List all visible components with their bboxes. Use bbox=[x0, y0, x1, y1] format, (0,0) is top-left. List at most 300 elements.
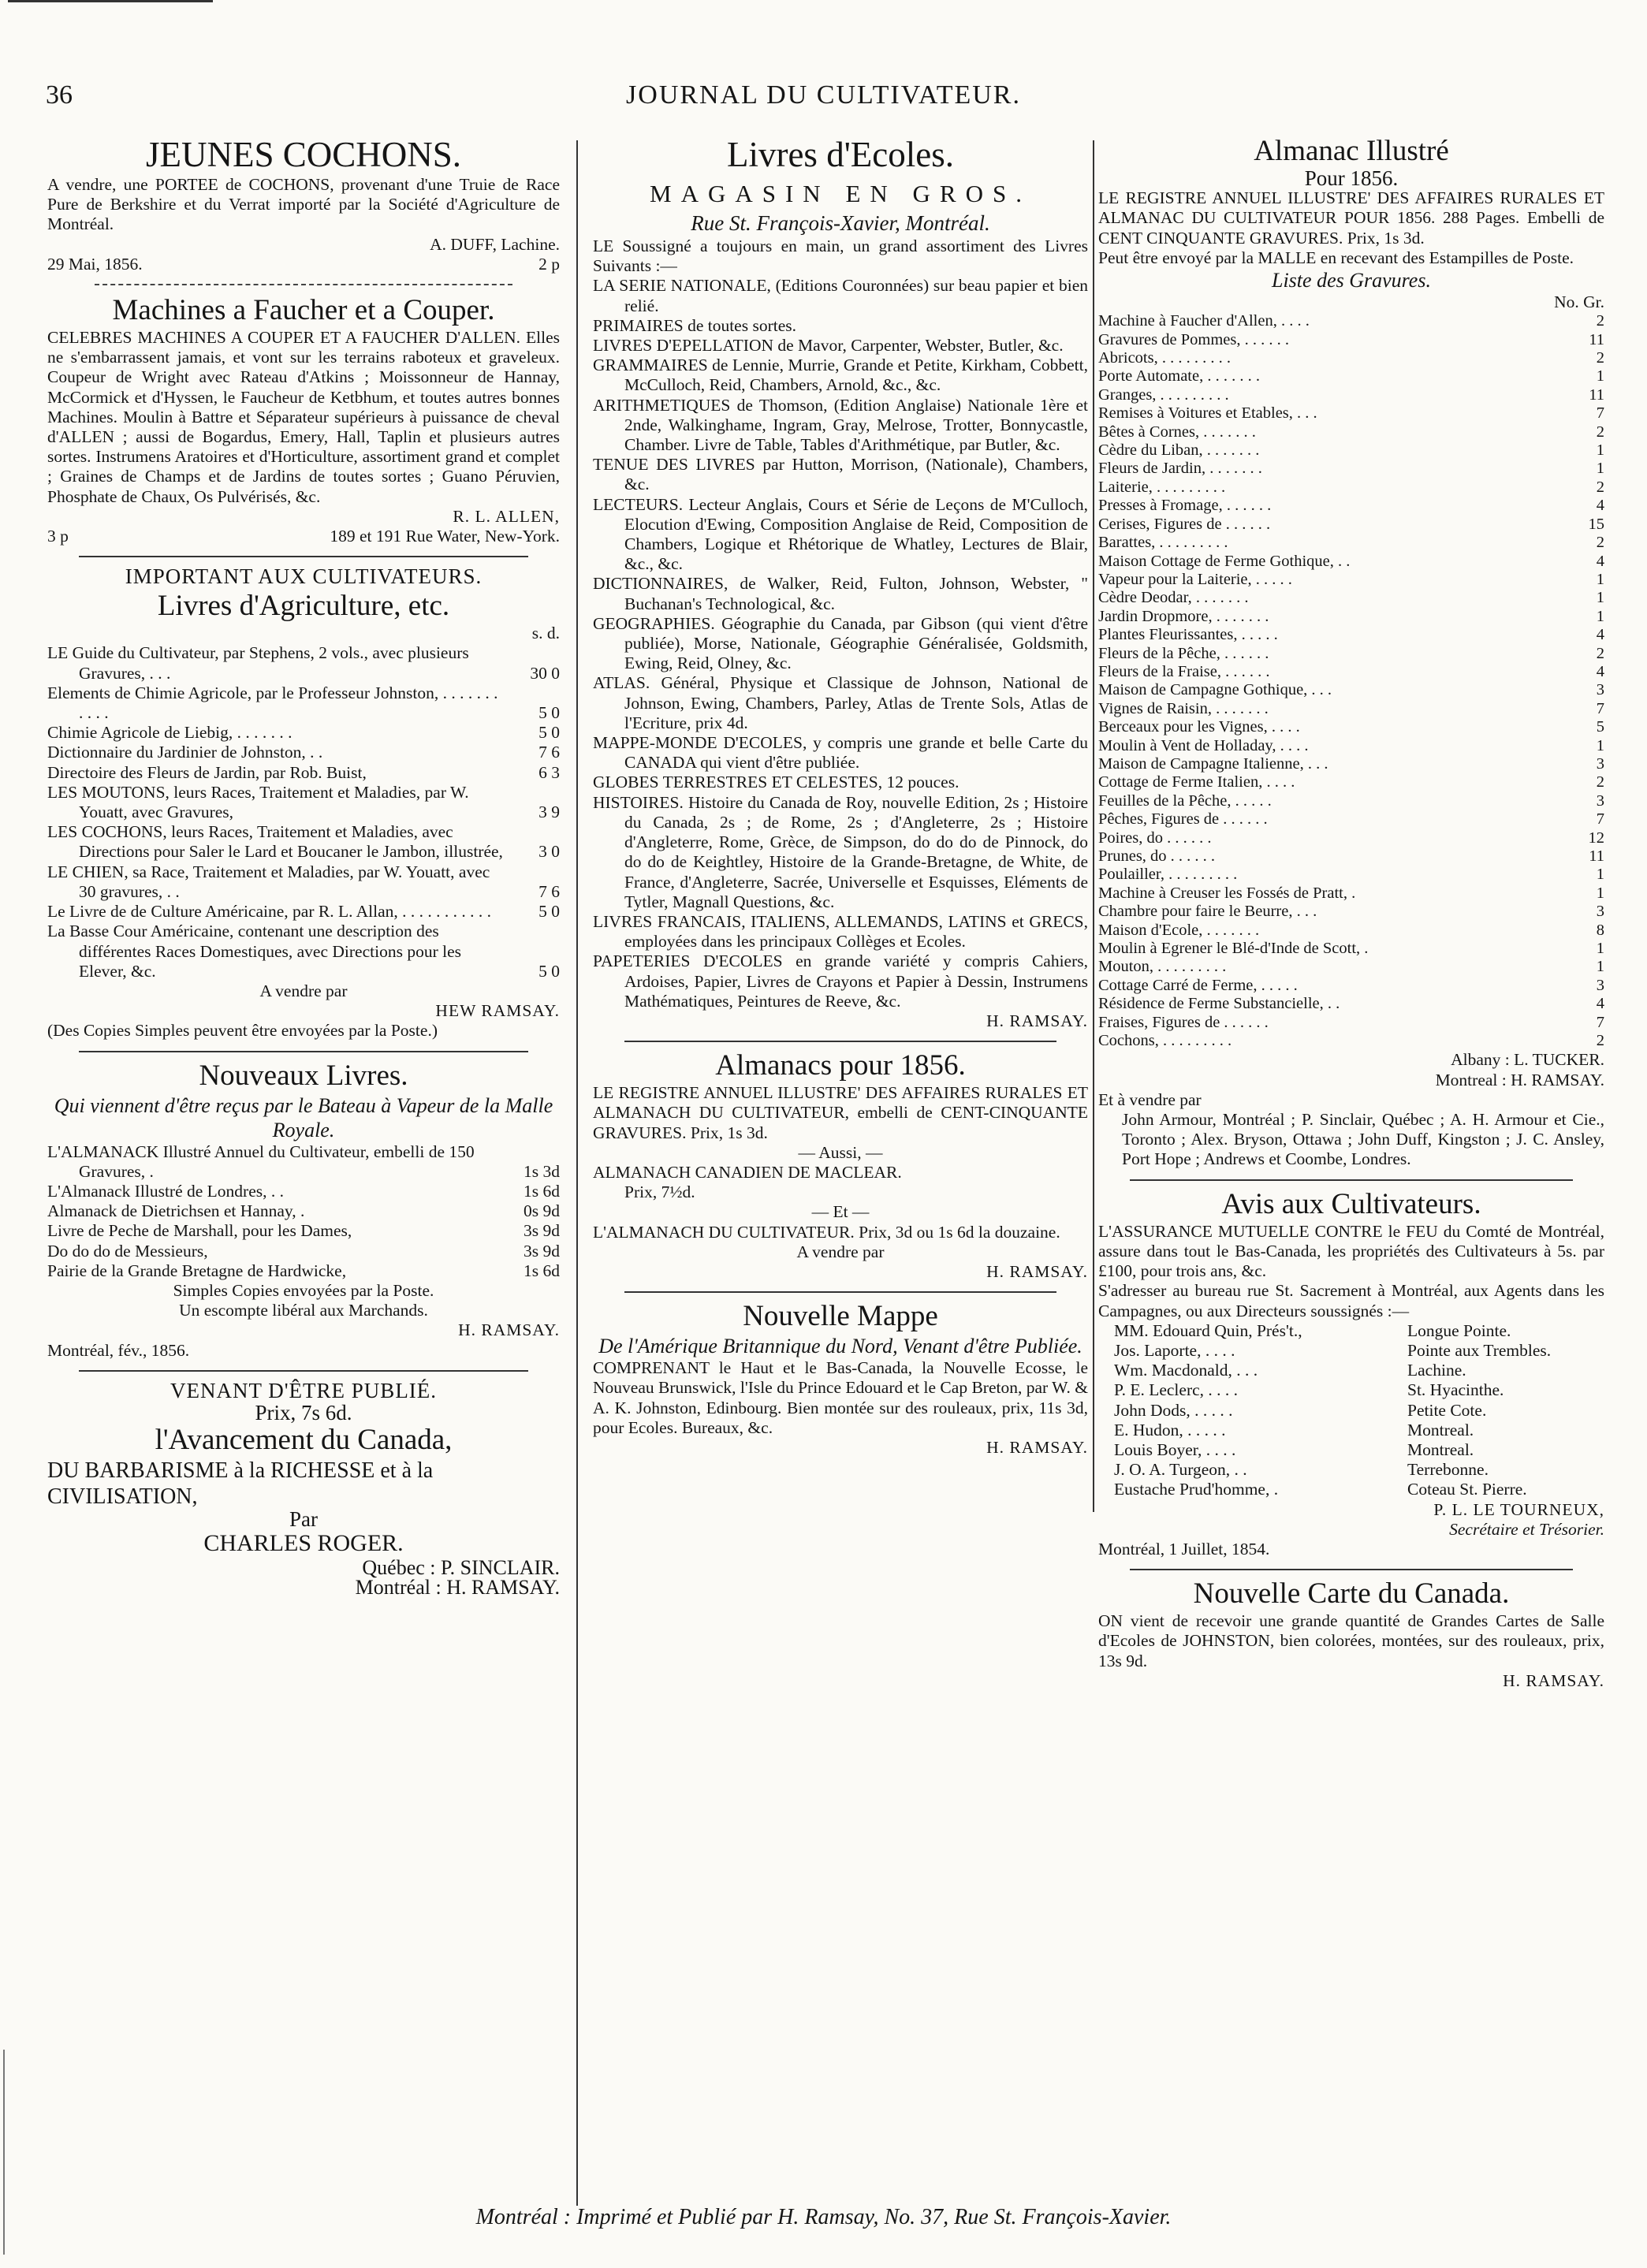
item-price: 6 3 bbox=[538, 762, 560, 782]
item-text: L'Almanack Illustré de Londres, . . bbox=[47, 1181, 285, 1201]
gravure-name: Presses à Fromage, . . . . . . bbox=[1098, 497, 1272, 515]
ad-note: Simples Copies envoyées par la Poste. bbox=[173, 1280, 434, 1300]
director-place: Terrebonne. bbox=[1407, 1460, 1489, 1480]
gravure-name: Poulailler, . . . . . . . . . bbox=[1098, 866, 1238, 884]
item-price: 7 6 bbox=[538, 743, 560, 762]
list-item bbox=[1098, 404, 1604, 423]
gravure-name: Machine à Creuser les Fossés de Pratt, . bbox=[1098, 884, 1356, 902]
gravure-count: 2 bbox=[1596, 423, 1604, 441]
gravure-count: 5 bbox=[1596, 718, 1604, 736]
agent-quebec: Québec : P. SINCLAIR. bbox=[362, 1556, 560, 1580]
ad-title: l'Avancement du Canada, bbox=[155, 1423, 453, 1456]
gravure-count: 11 bbox=[1589, 385, 1604, 404]
director-name: P. E. Leclerc, . . . . bbox=[1114, 1380, 1239, 1400]
item-text: Do do do de Messieurs, bbox=[47, 1241, 208, 1261]
director-place: Coteau St. Pierre. bbox=[1407, 1480, 1527, 1499]
ad-signature: H. RAMSAY. bbox=[986, 1011, 1088, 1030]
item-price: 3 0 bbox=[538, 842, 560, 862]
list-item: HISTOIRES. Histoire du Canada de Roy, nouvelle Edition, 2s ; Histoire du Canada, 2s ; de Rome, 2s ; d'Angleterre, 2s ; Histoire d'Angleterre, Rome, Grèce, de Simpson, do do do de Pinnock, do do do de Keightley, Histoire de la Grande-Bretagne, de White, de France, d'Angleterre, Sacrée, Universelle et Esquisses, Eléments de Tytler, Magnall Questions, &c. bbox=[593, 792, 1088, 911]
list-item bbox=[1098, 829, 1604, 847]
book-list bbox=[47, 643, 560, 981]
gravure-name: Fraises, Figures de . . . . . . bbox=[1098, 1013, 1269, 1031]
list-item bbox=[1098, 1014, 1604, 1032]
list-item bbox=[1098, 681, 1604, 699]
agent-albany: Albany : L. TUCKER. bbox=[1451, 1050, 1604, 1070]
list-item bbox=[47, 763, 560, 783]
ad-title: Nouveaux Livres. bbox=[199, 1059, 408, 1092]
list-item: PRIMAIRES de toutes sortes. bbox=[593, 315, 796, 335]
gravure-count: 1 bbox=[1596, 570, 1604, 588]
gravure-name: Maison d'Ecole, . . . . . . . bbox=[1098, 921, 1260, 939]
list-item bbox=[1098, 737, 1604, 755]
list-item bbox=[1098, 995, 1604, 1013]
director-name: J. O. A. Turgeon, . . bbox=[1114, 1460, 1247, 1480]
ad-title: Machines a Faucher et a Couper. bbox=[112, 294, 495, 327]
gravure-name: Maison de Campagne Gothique, . . . bbox=[1098, 681, 1332, 699]
column-left bbox=[47, 134, 560, 1607]
gravure-count: 3 bbox=[1596, 791, 1604, 810]
item-price: 5 0 bbox=[538, 902, 560, 922]
par-label: Par bbox=[289, 1506, 318, 1531]
gravure-name: Cochons, . . . . . . . . . bbox=[1098, 1032, 1232, 1050]
item-text: Dictionnaire du Jardinier de Johnston, . . bbox=[47, 743, 323, 762]
directors-list bbox=[1098, 1321, 1604, 1500]
ad-text: LE REGISTRE ANNUEL ILLUSTRE' DES AFFAIRES RURALES ET ALMANACH DU CULTIVATEUR, embelli de CENT-CINQUANTE GRAVURES. Prix, 1s 3d. bbox=[593, 1083, 1088, 1142]
gravure-count: 1 bbox=[1596, 441, 1604, 460]
book-list bbox=[593, 276, 1088, 1011]
list-item bbox=[47, 1201, 560, 1221]
ad-signature: R. L. ALLEN, bbox=[453, 506, 560, 526]
director-place: Lachine. bbox=[1407, 1361, 1466, 1380]
list-item bbox=[1098, 884, 1604, 903]
ad-text: S'adresser au bureau rue St. Sacrement à Montréal, aux Agents dans les Campagnes, ou aux Directeurs soussignés :— bbox=[1098, 1281, 1604, 1320]
gravure-count: 12 bbox=[1588, 829, 1604, 847]
item-text: LE CHIEN, sa Race, Traitement et Maladies, par W. Youatt, avec 30 gravures, . . bbox=[47, 862, 490, 901]
item-text: LE Guide du Cultivateur, par Stephens, 2 vols., avec plusieurs Gravures, . . . bbox=[47, 643, 469, 683]
ad-address: 189 et 191 Rue Water, New-York. bbox=[330, 527, 560, 546]
ad-title: JEUNES COCHONS. bbox=[145, 135, 462, 174]
list-item: ARITHMETIQUES de Thomson, (Edition Anglaise) Nationale 1ère et 2nde, Walkinghame, Ingram, Gray, Melrose, Trotter, Bonnycastle, Chamber. Livre de Table, Tables d'Arithmétique, par Butler, &c. bbox=[593, 395, 1088, 455]
divider bbox=[79, 1051, 528, 1052]
gravure-name: Poires, do . . . . . . bbox=[1098, 829, 1212, 847]
item-price: 7 6 bbox=[538, 881, 560, 901]
gravure-count: 1 bbox=[1596, 866, 1604, 884]
list-item bbox=[1098, 1421, 1604, 1440]
gravure-name: Granges, . . . . . . . . . bbox=[1098, 385, 1229, 404]
ad-subtitle: De l'Amérique Britannique du Nord, Venant d'être Publiée. bbox=[598, 1335, 1082, 1358]
gravure-count: 2 bbox=[1596, 534, 1604, 552]
list-item: GEOGRAPHIES. Géographie du Canada, par Gibson (qui vient d'être publiée), Morse, Nationale, Géographie Généralisée, Goldsmith, Ewing, Reid, Olney, &c. bbox=[593, 613, 1088, 673]
gravure-name: Porte Automate, . . . . . . . bbox=[1098, 367, 1260, 385]
ad-title: Nouvelle Mappe bbox=[743, 1300, 938, 1333]
list-item bbox=[1098, 1460, 1604, 1480]
list-item bbox=[1098, 792, 1604, 810]
top-rule bbox=[8, 0, 213, 7]
ad-machines bbox=[47, 293, 560, 546]
gravure-count: 7 bbox=[1596, 810, 1604, 829]
list-item bbox=[1098, 1480, 1604, 1499]
ad-note: Un escompte libéral aux Marchands. bbox=[179, 1301, 428, 1320]
column-right bbox=[1098, 134, 1604, 1700]
gravure-count: 2 bbox=[1596, 349, 1604, 367]
gravure-name: Berceaux pour les Vignes, . . . . bbox=[1098, 718, 1300, 736]
gravure-name: Plantes Fleurissantes, . . . . . bbox=[1098, 626, 1278, 644]
director-place: Montreal. bbox=[1407, 1420, 1474, 1439]
gravure-name: Chambre pour faire le Beurre, . . . bbox=[1098, 903, 1317, 921]
divider bbox=[79, 1370, 528, 1372]
ad-title: Livres d'Ecoles. bbox=[726, 135, 955, 174]
gravure-count: 2 bbox=[1596, 478, 1604, 496]
currency-header: s. d. bbox=[531, 624, 560, 643]
ad-notice: VENANT D'ÊTRE PUBLIÉ. bbox=[170, 1378, 438, 1402]
ad-almanac-illustre bbox=[1098, 134, 1604, 1170]
list-item: PAPETERIES D'ECOLES en grande variété y compris Cahiers, Ardoises, Papier, Livres de Crayons et Papier à Dessin, Instrumens Mathématiques, Peintures de Reeve, &c. bbox=[593, 952, 1088, 1011]
list-item bbox=[1098, 553, 1604, 571]
gravures-header: No. Gr. bbox=[1554, 292, 1604, 312]
list-item bbox=[1098, 663, 1604, 681]
ad-title: Almanac Illustré bbox=[1254, 135, 1449, 167]
list-item bbox=[47, 922, 560, 981]
list-item bbox=[1098, 903, 1604, 921]
ad-subtitle: Qui viennent d'être reçus par le Bateau à Vapeur de la Malle Royale. bbox=[54, 1093, 553, 1141]
gravure-count: 1 bbox=[1596, 460, 1604, 478]
list-item bbox=[1098, 940, 1604, 958]
ad-text: ON vient de recevoir une grande quantité de Grandes Cartes de Salle d'Ecoles de JOHNSTON, bien colorées, montées, sur des rouleaux, prix, 13s 9d. bbox=[1098, 1611, 1604, 1670]
ad-text: CELEBRES MACHINES A COUPER ET A FAUCHER D'ALLEN. Elles ne s'embarrassent jamais, et vont sur les terrains raboteux et graveleux. Coupeur de Wright avec Rateau d'Atkins ; Moissonneur de Hannay, McCormick et d'Hyssen, le Faucheur de Ketbhum, et toutes autres bonnes Machines. Moulin à Battre et Séparateur supérieurs à puissance de cheval d'ALLEN ; aussi de Bogardus, Emery, Hall, Taplin et plusieurs autres sortes. Instrumens Aratoires et d'Horticulture, assortiment grand et complet ; Graines de Champs et de Jardins de toutes sortes ; Guano Péruvien, Phosphate de Chaux, Os Pulvérisés, &c. bbox=[47, 328, 560, 506]
gravure-name: Cottage Carré de Ferme, . . . . . bbox=[1098, 976, 1298, 994]
ad-livres-agriculture bbox=[47, 564, 560, 1041]
ad-intro: LE Soussigné a toujours en main, un grand assortiment des Livres Suivants :— bbox=[593, 236, 1088, 276]
ad-date: 29 Mai, 1856. bbox=[47, 254, 143, 274]
item-price: 1s 3d bbox=[524, 1161, 560, 1181]
gravure-count: 8 bbox=[1596, 921, 1604, 939]
ad-role: Secrétaire et Trésorier. bbox=[1449, 1519, 1604, 1539]
gravure-count: 2 bbox=[1596, 1032, 1604, 1050]
list-item bbox=[1098, 700, 1604, 718]
item-price: 30 0 bbox=[530, 663, 560, 683]
gravure-name: Barattes, . . . . . . . . . bbox=[1098, 534, 1228, 552]
list-item bbox=[1098, 773, 1604, 791]
gravure-name: Gravures de Pommes, . . . . . . bbox=[1098, 330, 1289, 348]
list-item bbox=[1098, 349, 1604, 367]
gravure-count: 1 bbox=[1596, 367, 1604, 385]
item-text: Almanack de Dietrichsen et Hannay, . bbox=[47, 1201, 305, 1221]
gravure-name: Vignes de Raisin, . . . . . . . bbox=[1098, 699, 1269, 717]
ad-signature: H. RAMSAY. bbox=[458, 1320, 560, 1340]
et-label: — Et — bbox=[811, 1202, 870, 1222]
ad-text: DU BARBARISME à la RICHESSE et à la CIVILISATION, bbox=[47, 1458, 434, 1509]
list-item bbox=[47, 683, 560, 723]
list-item bbox=[47, 902, 560, 922]
divider bbox=[95, 284, 512, 285]
ad-signature: H. RAMSAY. bbox=[986, 1261, 1088, 1281]
gravure-count: 3 bbox=[1596, 903, 1604, 921]
list-item bbox=[47, 1142, 560, 1182]
list-item bbox=[1098, 516, 1604, 534]
list-item: DICTIONNAIRES, de Walker, Reid, Fulton, Johnson, Webster, " Buchanan's Technological, &c. bbox=[593, 574, 1088, 613]
gravure-name: Prunes, do . . . . . . bbox=[1098, 847, 1216, 865]
item-price: 5 0 bbox=[538, 961, 560, 981]
vendre-label: A vendre par bbox=[796, 1242, 885, 1261]
list-item bbox=[1098, 460, 1604, 478]
almanac-price: Prix, 7½d. bbox=[624, 1182, 695, 1202]
gravure-count: 2 bbox=[1596, 312, 1604, 330]
ad-address: Rue St. François-Xavier, Montréal. bbox=[691, 211, 990, 235]
gravure-name: Cèdre Deodar, . . . . . . . bbox=[1098, 589, 1249, 607]
director-name: Wm. Macdonald, . . . bbox=[1114, 1361, 1258, 1380]
list-item: LECTEURS. Lecteur Anglais, Cours et Série de Leçons de M'Culloch, Elocution d'Ewing, Composition Anglaise de Reid, Composition de Chambers, Logique et Rhétorique de Whatley, Lectures de Blair, &c., &c. bbox=[593, 494, 1088, 574]
list-item bbox=[1098, 608, 1604, 626]
almanac-item: L'ALMANACH DU CULTIVATEUR. Prix, 3d ou 1s 6d la douzaine. bbox=[593, 1222, 1060, 1242]
list-item bbox=[1098, 441, 1604, 460]
item-text: La Basse Cour Américaine, contenant une description des différentes Races Domestiques, avec Directions pour les Elever, &c. bbox=[47, 922, 461, 981]
director-place: Longue Pointe. bbox=[1407, 1320, 1511, 1340]
ad-signature: HEW RAMSAY. bbox=[435, 1001, 560, 1021]
ad-nouvelle-mappe bbox=[593, 1299, 1088, 1458]
item-text: L'ALMANACK Illustré Annuel du Cultivateur, embelli de 150 Gravures, . bbox=[47, 1141, 475, 1181]
gravure-count: 2 bbox=[1596, 773, 1604, 791]
list-item bbox=[1098, 367, 1604, 385]
gravure-count: 7 bbox=[1596, 1013, 1604, 1031]
gravure-name: Fleurs de la Pêche, . . . . . . bbox=[1098, 644, 1269, 662]
gravure-name: Machine à Faucher d'Allen, . . . . bbox=[1098, 312, 1310, 330]
column-divider-1 bbox=[576, 140, 578, 2206]
divider bbox=[1130, 1179, 1573, 1181]
ad-text: LE REGISTRE ANNUEL ILLUSTRE' DES AFFAIRES RURALES ET ALMANAC DU CULTIVATEUR POUR 1856. 288 Pages. Embelli de CENT CINQUANTE GRAVURES. Prix, 1s 3d. bbox=[1098, 188, 1604, 248]
ad-notice: IMPORTANT AUX CULTIVATEURS. bbox=[125, 564, 483, 589]
ad-date: Montréal, 1 Juillet, 1854. bbox=[1098, 1539, 1270, 1559]
list-item bbox=[1098, 718, 1604, 736]
ad-title: Livres d'Agriculture, etc. bbox=[157, 590, 450, 623]
director-place: Petite Cote. bbox=[1407, 1400, 1487, 1420]
page-edge-mark bbox=[3, 2050, 5, 2255]
column-divider-2 bbox=[1093, 140, 1094, 1512]
item-price: 0s 9d bbox=[524, 1201, 560, 1221]
gravure-count: 2 bbox=[1596, 644, 1604, 662]
gravure-count: 1 bbox=[1596, 940, 1604, 958]
page-number: 36 bbox=[46, 80, 73, 110]
gravure-count: 1 bbox=[1596, 958, 1604, 976]
gravure-count: 11 bbox=[1589, 847, 1604, 865]
imprint-footer: Montréal : Imprimé et Publié par H. Ramsay, No. 37, Rue St. François-Xavier. bbox=[475, 2205, 1172, 2229]
list-item bbox=[1098, 1032, 1604, 1050]
director-name: Eustache Prud'homme, . bbox=[1114, 1480, 1279, 1499]
list-item: LIVRES FRANCAIS, ITALIENS, ALLEMANDS, LATINS et GRECS, employées dans les principaux Collèges et Ecoles. bbox=[593, 911, 1088, 952]
gravure-name: Maison Cottage de Ferme Gothique, . . bbox=[1098, 552, 1351, 570]
list-item bbox=[1098, 1341, 1604, 1361]
ad-title: Almanacs pour 1856. bbox=[715, 1049, 966, 1082]
gravure-count: 1 bbox=[1596, 884, 1604, 902]
gravure-count: 3 bbox=[1596, 976, 1604, 994]
director-name: Louis Boyer, . . . . bbox=[1114, 1439, 1236, 1459]
list-item: MAPPE-MONDE D'ECOLES, y compris une grande et belle Carte du CANADA qui vient d'être publiée. bbox=[593, 733, 1088, 773]
list-item bbox=[47, 1261, 560, 1281]
item-text: Chimie Agricole de Liebig, . . . . . . . bbox=[47, 723, 293, 743]
vendre-label: A vendre par bbox=[259, 981, 348, 1000]
ad-note: Peut être envoyé par la MALLE en recevant des Estampilles de Poste. bbox=[1098, 248, 1574, 267]
gravure-count: 3 bbox=[1596, 681, 1604, 699]
item-text: LES COCHONS, leurs Races, Traitement et Maladies, avec Directions pour Saler le Lard et Boucaner le Jambon, illustrée, bbox=[47, 822, 503, 862]
ad-price: Prix, 7s 6d. bbox=[255, 1400, 352, 1424]
gravure-count: 4 bbox=[1596, 497, 1604, 515]
gravure-name: Fleurs de Jardin, . . . . . . . bbox=[1098, 460, 1262, 478]
list-item bbox=[1098, 571, 1604, 589]
ad-signature: H. RAMSAY. bbox=[986, 1437, 1088, 1457]
gravure-name: Remises à Voitures et Etables, . . . bbox=[1098, 404, 1317, 423]
item-text: Elements de Chimie Agricole, par le Professeur Johnston, . . . . . . . . . . . bbox=[47, 683, 498, 723]
gravure-name: Moulin à Vent de Holladay, . . . . bbox=[1098, 736, 1309, 754]
item-price: 3s 9d bbox=[524, 1241, 560, 1261]
ad-subtitle: MAGASIN EN GROS. bbox=[650, 180, 1031, 207]
list-item bbox=[1098, 810, 1604, 829]
ad-avancement bbox=[47, 1378, 560, 1598]
list-item bbox=[1098, 1361, 1604, 1380]
aussi-label: — Aussi, — bbox=[798, 1142, 883, 1162]
list-item: LIVRES D'EPELLATION de Mavor, Carpenter, Webster, Butler, &c. bbox=[593, 336, 1064, 356]
gravure-count: 1 bbox=[1596, 607, 1604, 625]
gravure-count: 4 bbox=[1596, 995, 1604, 1013]
gravure-name: Pêches, Figures de . . . . . . bbox=[1098, 810, 1268, 829]
ad-nouveaux-livres bbox=[47, 1059, 560, 1361]
item-text: Livre de Peche de Marshall, pour les Dames, bbox=[47, 1221, 352, 1241]
list-item bbox=[1098, 958, 1604, 976]
ad-text: COMPRENANT le Haut et le Bas-Canada, la Nouvelle Ecosse, le Nouveau Brunswick, l'Isle du Prince Edouard et le Cap Breton, par W. & A. K. Johnston, Edinbourg. Bien montée sur des rouleaux, prix, 11s 3d, pour Ecoles. Bureaux, &c. bbox=[593, 1358, 1088, 1437]
gravure-name: Laiterie, . . . . . . . . . bbox=[1098, 478, 1226, 496]
item-text: Pairie de la Grande Bretagne de Hardwicke, bbox=[47, 1261, 347, 1280]
director-place: Montreal. bbox=[1407, 1439, 1474, 1459]
gravure-name: Mouton, . . . . . . . . . bbox=[1098, 958, 1227, 976]
insert-mark: 2 p bbox=[538, 254, 560, 274]
list-item bbox=[47, 1242, 560, 1261]
ad-signature: P. L. LE TOURNEUX, bbox=[1433, 1499, 1604, 1519]
list-item bbox=[47, 783, 560, 822]
journal-title: JOURNAL DU CULTIVATEUR. bbox=[626, 80, 1021, 110]
list-item bbox=[47, 743, 560, 762]
ad-note: (Des Copies Simples peuvent être envoyées par la Poste.) bbox=[47, 1021, 438, 1041]
list-item: ATLAS. Général, Physique et Classique de Johnson, National de Johnson, Ewing, Chambers, Parley, Atlas de Trente Sols, Atlas de l'Ecriture, prix 4d. bbox=[593, 673, 1088, 732]
list-item bbox=[1098, 626, 1604, 644]
gravure-name: Feuilles de la Pêche, . . . . . bbox=[1098, 791, 1272, 810]
item-price: 1s 6d bbox=[524, 1261, 560, 1280]
ad-signature: H. RAMSAY. bbox=[1503, 1670, 1604, 1690]
list-item bbox=[1098, 589, 1604, 607]
list-item bbox=[1098, 423, 1604, 441]
list-item bbox=[1098, 497, 1604, 515]
gravure-name: Maison de Campagne Italienne, . . . bbox=[1098, 754, 1328, 773]
gravure-count: 7 bbox=[1596, 699, 1604, 717]
list-item bbox=[1098, 645, 1604, 663]
gravure-count: 1 bbox=[1596, 736, 1604, 754]
agents-list: John Armour, Montréal ; P. Sinclair, Québec ; A. H. Armour et Cie., Toronto ; Alex. Bryson, Ottawa ; John Duff, Kingston ; J. C. Ansley, Port Hope ; Andrews et Coombe, Londres. bbox=[1122, 1110, 1604, 1169]
gravure-name: Jardin Dropmore, . . . . . . . bbox=[1098, 607, 1269, 625]
list-item bbox=[1098, 1380, 1604, 1400]
list-item bbox=[1098, 534, 1604, 552]
list-item bbox=[47, 1221, 560, 1241]
director-name: Jos. Laporte, . . . . bbox=[1114, 1340, 1235, 1360]
running-head bbox=[0, 80, 1647, 117]
gravure-count: 4 bbox=[1596, 552, 1604, 570]
gravure-name: Cerises, Figures de . . . . . . bbox=[1098, 515, 1271, 533]
insert-mark: 3 p bbox=[47, 527, 69, 546]
gravure-name: Vapeur pour la Laiterie, . . . . . bbox=[1098, 570, 1292, 588]
ad-title: Nouvelle Carte du Canada. bbox=[1193, 1577, 1510, 1611]
book-list bbox=[47, 1142, 560, 1281]
item-price: 5 0 bbox=[538, 703, 560, 723]
ad-text: A vendre, une PORTEE de COCHONS, provenant d'une Truie de Race Pure de Berkshire et du Verrat importé par la Société d'Agriculture de Montréal. bbox=[47, 175, 560, 234]
ad-text: L'ASSURANCE MUTUELLE CONTRE le FEU du Comté de Montréal, assure dans tout le Bas-Canada, les propriétés des Cultivateurs à 5s. par £100, pour trois ans, &c. bbox=[1098, 1221, 1604, 1281]
item-price: 3s 9d bbox=[524, 1221, 560, 1241]
list-item bbox=[1098, 1440, 1604, 1460]
list-item: GRAMMAIRES de Lennie, Murrie, Grande et Petite, Kirkham, Cobbett, McCulloch, Reid, Chambers, Arnold, &c., &c. bbox=[593, 356, 1088, 395]
item-price: 3 9 bbox=[538, 803, 560, 822]
item-text: Directoire des Fleurs de Jardin, par Rob. Buist, bbox=[47, 762, 367, 782]
list-item bbox=[1098, 1401, 1604, 1421]
list-item bbox=[1098, 1321, 1604, 1341]
agent-montreal: Montréal : H. RAMSAY. bbox=[355, 1576, 560, 1600]
list-item bbox=[47, 1182, 560, 1201]
list-item bbox=[1098, 755, 1604, 773]
ad-author: CHARLES ROGER. bbox=[203, 1530, 404, 1557]
gravures-list bbox=[1098, 312, 1604, 1050]
gravure-count: 4 bbox=[1596, 662, 1604, 680]
gravure-count: 1 bbox=[1596, 589, 1604, 607]
list-item: TENUE DES LIVRES par Hutton, Morrison, (Nationale), Chambers, &c. bbox=[593, 455, 1088, 494]
gravure-count: 7 bbox=[1596, 404, 1604, 423]
ad-almanacs bbox=[593, 1048, 1088, 1282]
gravures-title: Liste des Gravures. bbox=[1272, 269, 1431, 292]
list-item bbox=[1098, 922, 1604, 940]
vendre-label: Et à vendre par bbox=[1098, 1089, 1202, 1109]
item-price: 1s 6d bbox=[524, 1181, 560, 1201]
list-item bbox=[1098, 866, 1604, 884]
ad-date: Montréal, fév., 1856. bbox=[47, 1340, 190, 1360]
director-place: Pointe aux Trembles. bbox=[1407, 1340, 1552, 1360]
gravure-name: Bêtes à Cornes, . . . . . . . bbox=[1098, 423, 1256, 441]
list-item bbox=[47, 723, 560, 743]
director-name: E. Hudon, . . . . . bbox=[1114, 1420, 1226, 1439]
gravure-count: 4 bbox=[1596, 626, 1604, 644]
list-item bbox=[47, 822, 560, 862]
column-middle bbox=[593, 134, 1088, 1467]
gravure-count: 11 bbox=[1589, 330, 1604, 348]
director-place: St. Hyacinthe. bbox=[1407, 1380, 1504, 1400]
gravure-name: Cèdre du Liban, . . . . . . . bbox=[1098, 441, 1260, 460]
item-text: LES MOUTONS, leurs Races, Traitement et Maladies, par W. Youatt, avec Gravures, bbox=[47, 782, 469, 822]
ad-signature: A. DUFF, Lachine. bbox=[430, 234, 560, 254]
list-item bbox=[1098, 386, 1604, 404]
list-item bbox=[1098, 847, 1604, 866]
ad-livres-ecoles bbox=[593, 134, 1088, 1031]
item-price: 5 0 bbox=[538, 723, 560, 743]
director-name: MM. Edouard Quin, Prés't., bbox=[1114, 1320, 1302, 1340]
ad-title: Avis aux Cultivateurs. bbox=[1221, 1187, 1481, 1220]
agent-montreal: Montreal : H. RAMSAY. bbox=[1435, 1070, 1604, 1089]
list-item bbox=[1098, 479, 1604, 497]
ad-subtitle: Pour 1856. bbox=[1304, 166, 1399, 190]
gravure-count: 15 bbox=[1588, 515, 1604, 533]
divider bbox=[1130, 1569, 1573, 1570]
gravure-count: 3 bbox=[1596, 754, 1604, 773]
list-item bbox=[1098, 312, 1604, 330]
gravure-name: Résidence de Ferme Substancielle, . . bbox=[1098, 995, 1340, 1013]
ad-avis-cultivateurs bbox=[1098, 1187, 1604, 1559]
divider bbox=[624, 1291, 1056, 1293]
list-item bbox=[1098, 977, 1604, 995]
gravure-name: Abricots, . . . . . . . . . bbox=[1098, 349, 1231, 367]
list-item bbox=[47, 643, 560, 683]
list-item bbox=[1098, 331, 1604, 349]
gravure-name: Cottage de Ferme Italien, . . . . bbox=[1098, 773, 1295, 791]
